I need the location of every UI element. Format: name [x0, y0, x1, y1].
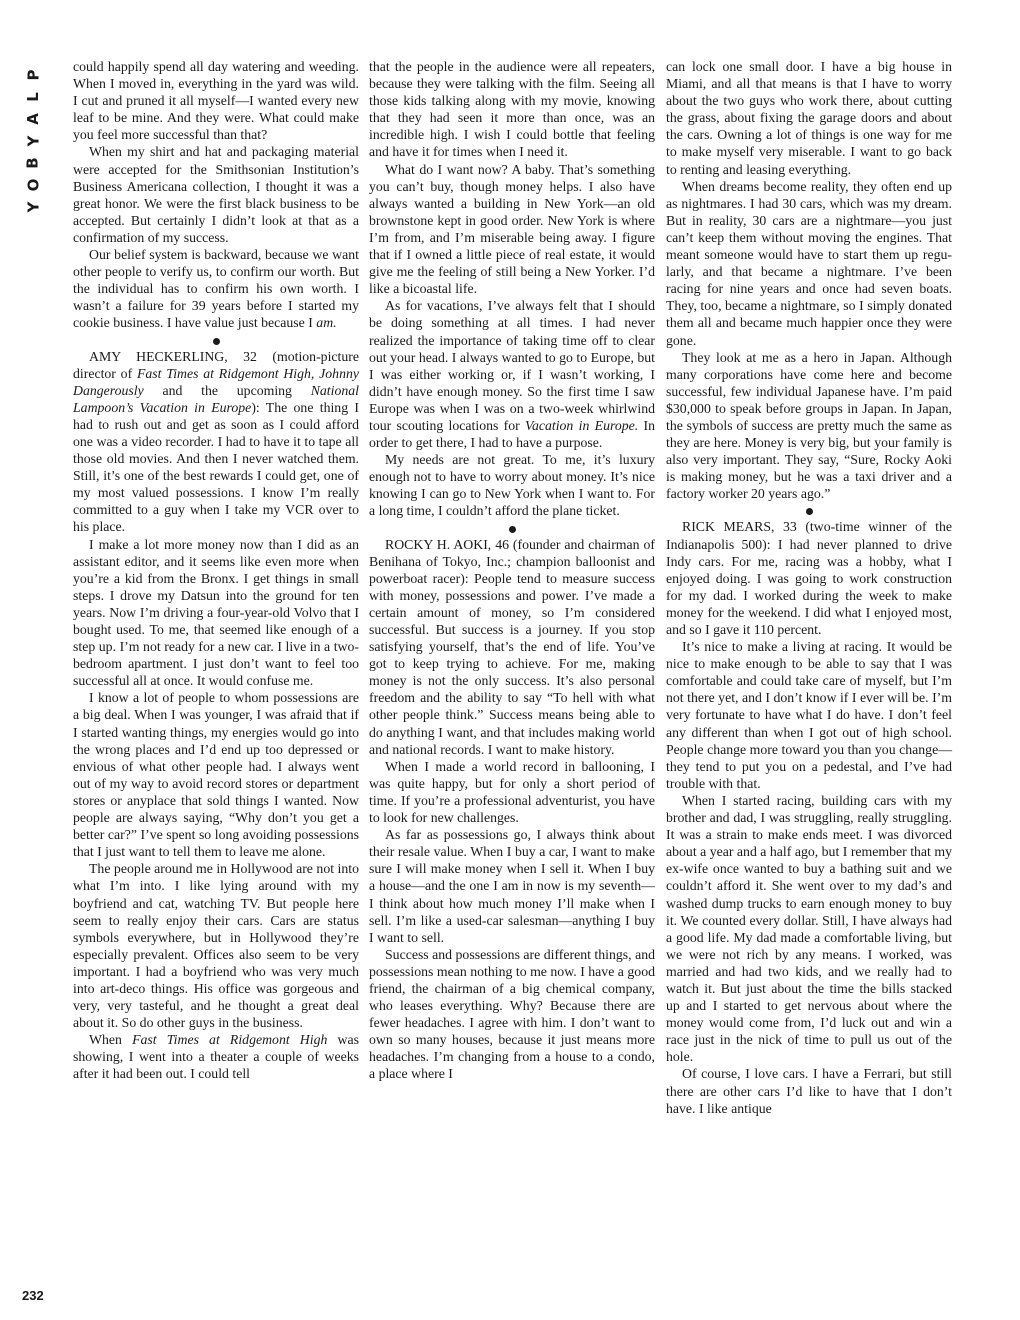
paragraph: could happily spend all day watering and weeding. When I moved in, everything in the yard was wild. I cut and pruned it all myself—I wanted every new leaf to be mine. And they were. What could make you feel more successful than that?: [73, 59, 359, 143]
paragraph: It’s nice to make a living at racing. It would be nice to make enough to be able to say that I was comfortable and could take care of myself, but I’m not there yet, and I don’t know if I ever will be. I’m very fortunate to have what I do have. I don’t feel any different than when I got out of high school. People change more toward you than you change—they tend to put you on a pedestal, and I’ve had trouble with that.: [666, 639, 952, 791]
masthead-letter: Y: [24, 135, 42, 147]
paragraph: can lock one small door. I have a big house in Miami, and all that means is that I have to worry about the two guys who work there, about cutting the grass, about fixing the garage doors and about the cars. Owning a lot of things is one way for me to make myself very miserable. I want to go back to renting and leasing everything.: [666, 59, 952, 177]
paragraph: The people around me in Hollywood are not into what I’m into. I like lying around with my boyfriend and cat, watching TV. But people here seem to really enjoy their cars. Cars are status symbols everywhere, but in Hollywood they’re especially prevalent. Offices also seem to be very important. I had a boyfriend who was very much into art-deco things. His office was gorgeous and very, very tasteful, and he thought a great deal about it. So do other guys in the business.: [73, 861, 359, 1031]
paragraph: RICK MEARS, 33 (two-time winner of the Indianapolis 500): I had never planned to drive Indy cars. For me, racing was a hobby, what I enjoyed doing. I was going to work construction for my dad. I worked during the week to make money for the weekend. I did what I enjoyed most, and so I gave it 110 percent.: [666, 519, 952, 637]
paragraph: What do I want now? A baby. That’s something you can’t buy, though money helps. I also have always wanted a building in New York—an old brownstone kept in good order. New York is where I’m from, and I’m miserable being away. I figure that if I owned a little piece of real estate, it would give me the feeling of still being a New Yorker. I’d like a bicoastal life.: [369, 161, 655, 297]
paragraph: They look at me as a hero in Japan. Although many corporations have come here and become successful, few individual Japanese have. I’m paid $30,000 to speak before groups in Japan. In Japan, the symbols of success are pretty much the same as they are here. Money is very big, but your family is also very important. They say, “Sure, Rocky Aoki is making money, but he was a taxi driver and a factory worker 20 years ago.”: [666, 349, 952, 502]
masthead-letter: L: [24, 92, 42, 102]
paragraph: I know a lot of people to whom possessions are a big deal. When I was younger, I was afraid that if I started wanting things, my energies would go into the wrong places and I’d end up too depressed or envious of what other people had. I always went out of my way to avoid record stores or department stores or anyplace that sold things I wanted. Now people are always saying, “Why don’t you get a better car?” I’ve spent so long avoiding possessions that I just want to tell them to leave me alone.: [73, 690, 359, 860]
section-divider-bullet: [73, 335, 359, 347]
paragraph: When I made a world record in ballooning, I was quite happy, but for only a short period of time. If you’re a professional adventurist, you have to look for new challenges.: [369, 758, 655, 826]
paragraph: that the people in the audience were all repeaters, because they were talking with the film. Seeing all those kids talking along with my movie, knowing that they had seen it more than once, was an incredible high. I wish I could bottle that feeling and have it for times when I need it.: [369, 59, 655, 160]
article-column-2: [369, 58, 655, 1083]
article-column-3: [666, 58, 952, 1117]
magazine-masthead: [22, 64, 52, 218]
paragraph: Of course, I love cars. I have a Ferrari, but still there are other cars I’d like to have that I don’t have. I like antique: [666, 1066, 952, 1116]
paragraph: AMY HECKERLING, 32 (motion-picture director of Fast Times at Ridgemont High, Johnny Dangerously and the upcoming National Lampoon’s Vacation in Europe): The one thing I had to rush out and get as soon as I could afford one was a video recorder. I had to have it to tape all those old movies. And then I never watched them. Still, it’s one of the best rewards I could get, one of my most valued possessions. I know I’m really committed to a guy when I take my VCR over to his place.: [73, 348, 359, 535]
paragraph: As for vacations, I’ve always felt that I should be doing something at all times. I had never realized the importance of taking time off to clear out your head. I always wanted to go to Europe, but I was either working or, if I wasn’t working, I didn’t have enough money. So the first time I saw Europe was when I was on a two-week whirlwind tour scouting locations for Vacation in Europe. In order to get there, I had to have a purpose.: [369, 298, 655, 451]
page-number: 232: [22, 1288, 44, 1303]
section-divider-bullet: [369, 523, 655, 535]
paragraph: Our belief system is backward, because we want other people to verify us, to confirm our worth. But the individual has to confirm his own worth. I wasn’t a failure for 39 years before I started my cookie business. I have value just because I am.: [73, 247, 359, 331]
masthead-letter: P: [24, 69, 42, 81]
paragraph: When dreams become reality, they often end up as nightmares. I had 30 cars, which was my dream. But in reality, 30 cars are a nightmare—you just can’t keep them without moving the engines. That meant someone would have to start them up regularly, and that became a nightmare. I’ve been racing for nine years and once had seven boats. They, too, became a nightmare, so I simply donated them all and became much happier once they were gone.: [666, 178, 952, 348]
paragraph: I make a lot more money now than I did as an assistant editor, and it seems like even more when you’re a kid from the Bronx. I get things in small steps. I drove my Datsun into the ground for ten years. Now I’m driving a four-year-old Volvo that I bought used. To me, that seemed like enough of a step up. I’m not ready for a new car. I live in a two-bedroom apartment. I just don’t want to feel too successful all at once. It would confuse me.: [73, 536, 359, 689]
article-column-1: [73, 58, 359, 1083]
section-divider-bullet: [666, 505, 952, 517]
paragraph: ROCKY H. AOKI, 46 (founder and chairman of Benihana of Tokyo, Inc.; champion balloonist and powerboat racer): People tend to measure success with money, possessions and power. I’ve made a certain amount of money, so I’m considered successful. But success is a journey. If you stop satisfying yourself, that’s the end of life. You’ve got to keep trying to achieve. For me, making money is not the only success. It’s also personal freedom and the ability to say “To hell with what other people think.” Success means being able to do anything I want, and that includes making world and national records. I want to make history.: [369, 536, 655, 757]
paragraph: As far as possessions go, I always think about their resale value. When I buy a car, I want to make sure I will make money when I sell it. When I buy a house—and the one I am in now is my seventh—I think about how much money I’ll make when I sell. I’m like a used-car salesman—anything I buy I want to sell.: [369, 827, 655, 945]
masthead-letter: Y: [24, 201, 42, 213]
masthead-letter: A: [23, 113, 42, 125]
paragraph: Success and possessions are different things, and possessions mean nothing to me now. I have a good friend, the chairman of a big chemical company, who leases everything. Why? Because there are fewer headaches. I agree with him. I don’t want to own so many houses, because it just means more headaches. I’m changing from a house to a condo, a place where I: [369, 946, 655, 1082]
masthead-letter: B: [24, 157, 42, 169]
paragraph: My needs are not great. To me, it’s luxury enough not to have to worry about money. It’s nice knowing I can go to New York when I want to. For a long time, I couldn’t afford the plane ticket.: [369, 452, 655, 519]
masthead-letter: O: [23, 178, 42, 192]
paragraph: When I started racing, building cars with my brother and dad, I was struggling, really struggling. It was a strain to make ends meet. I was divorced about a year and a half ago, but I remember that my ex-wife once wanted to buy a bathing suit and we couldn’t afford it. She went over to my dad’s and washed dump trucks to earn enough money to buy it. We counted every dollar. Still, I have always had a good life. My dad made a comfortable living, but we were not rich by any means. I worked, was married and had two kids, and we really had to watch it. But just about the time the bills stacked up and I started to get nervous about where the money would come from, I’d luck out and win a race just in the nick of time to pull us out of the hole.: [666, 792, 952, 1065]
paragraph: When my shirt and hat and packaging material were accepted for the Smithsonian Institution’s Business Americana collection, I thought it was a great honor. We were the first black business to be accepted. But certainly I didn’t look at that as a confirmation of my success.: [73, 144, 359, 245]
paragraph: When Fast Times at Ridgemont High was showing, I went into a theater a couple of weeks after it had been out. I could tell: [73, 1032, 359, 1082]
